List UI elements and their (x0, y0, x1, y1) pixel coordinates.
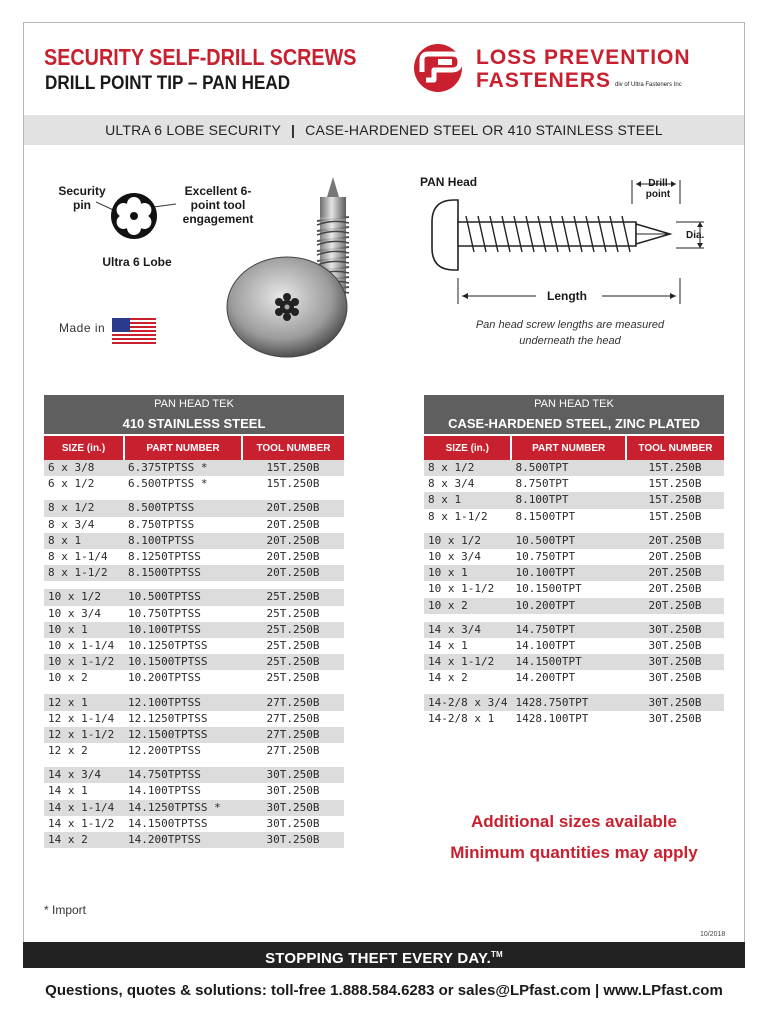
length-note: Pan head screw lengths are measured underneath the head (475, 319, 665, 347)
table-row (44, 694, 344, 710)
pan-head-label: PAN Head (420, 175, 478, 189)
table-caption-material: CASE-HARDENED STEEL, ZINC PLATED (424, 413, 724, 435)
table-row (424, 460, 724, 476)
size-cell: 12 x 1 (44, 694, 124, 710)
table-row (424, 492, 724, 508)
part-number-cell: 8.1250TPTSS (128, 550, 201, 564)
size-cell: 8 x 3/4 (428, 477, 475, 491)
slogan-bar (23, 942, 745, 968)
size-cell: 8 x 1-1/2 (428, 509, 488, 523)
trademark-mark: TM (490, 950, 503, 959)
tool-number-cell: 20T.250B (648, 550, 702, 564)
tool-number-cell: 20T.250B (266, 550, 320, 564)
part-number-cell: 12.100TPTSS (124, 694, 242, 710)
part-number-cell: 10.200TPT (511, 598, 625, 614)
table-row (44, 476, 344, 492)
table-row (424, 598, 724, 614)
size-cell: 10 x 3/4 (428, 550, 481, 564)
table-row (424, 565, 724, 581)
drill-point-label: Drill point (645, 178, 671, 200)
tool-number-cell: 15T.250B (648, 509, 702, 523)
part-number-cell: 14.1500TPTSS (128, 816, 208, 830)
part-number-cell: 6.375TPTSS * (124, 460, 242, 476)
size-cell: 6 x 1/2 (48, 477, 95, 491)
table-row (424, 654, 724, 670)
size-cell: 10 x 1 (44, 622, 124, 638)
spacer-cell (424, 686, 724, 694)
size-cell: 14 x 2 (44, 832, 124, 848)
table-row (424, 694, 724, 710)
size-cell: 8 x 1 (44, 533, 124, 549)
spacer-cell (44, 759, 344, 767)
table-row (44, 767, 344, 783)
part-number-cell: 14.100TPTSS (128, 784, 201, 798)
size-cell: 14 x 1-1/4 (44, 800, 124, 816)
diameter-label: Dia. (686, 230, 705, 241)
tool-number-cell: 15T.250B (626, 460, 724, 476)
group-spacer (424, 525, 724, 533)
tool-number-cell: 20T.250B (626, 598, 724, 614)
size-cell: 10 x 1/2 (424, 533, 511, 549)
part-number-cell: 10.1250TPTSS (128, 638, 208, 652)
table-row (424, 622, 724, 638)
tool-number-cell: 25T.250B (266, 671, 320, 685)
logo-subtitle: div of Ultra Fasteners Inc (615, 82, 682, 88)
tool-number-cell: 30T.250B (266, 816, 320, 830)
size-cell: 8 x 1-1/4 (48, 550, 108, 564)
size-cell: 10 x 1-1/4 (48, 638, 115, 652)
tool-number-cell: 30T.250B (242, 800, 344, 816)
tool-number-cell: 20T.250B (626, 565, 724, 581)
part-number-cell: 10.500TPT (511, 533, 625, 549)
table-row (424, 581, 724, 597)
tool-number-cell: 25T.250B (242, 654, 344, 670)
size-cell: 14-2/8 x 1 (428, 711, 495, 725)
table-row (44, 622, 344, 638)
part-number-cell: 8.100TPT (511, 492, 625, 508)
table-row (44, 517, 344, 533)
spacer-cell (424, 525, 724, 533)
tool-number-cell: 30T.250B (626, 622, 724, 638)
page-subtitle: DRILL POINT TIP – PAN HEAD (45, 73, 291, 94)
size-cell: 14 x 1 (48, 784, 88, 798)
part-number-cell: 14.200TPT (515, 671, 576, 685)
tool-number-cell: 27T.250B (266, 744, 320, 758)
tool-number-cell: 25T.250B (266, 638, 320, 652)
part-number-cell: 8.500TPTSS (124, 500, 242, 516)
column-header-tool-number: TOOL NUMBER (242, 435, 344, 460)
part-number-cell: 10.100TPT (511, 565, 625, 581)
import-footnote: * Import (44, 903, 87, 917)
contact-line: Questions, quotes & solutions: toll-free 1.888.584.6283 or sales@LPfast.com | www.LPfast.com (45, 982, 723, 999)
tool-number-cell: 15T.250B (242, 460, 344, 476)
column-header-size: SIZE (in.) (424, 435, 511, 460)
part-number-cell: 14.100TPT (515, 638, 576, 652)
length-label: Length (547, 289, 587, 303)
callout-ultra-6-lobe: Ultra 6 Lobe (102, 255, 172, 269)
tool-number-cell: 27T.250B (242, 694, 344, 710)
group-spacer (44, 492, 344, 500)
tool-number-cell: 30T.250B (648, 638, 702, 652)
size-cell: 8 x 3/4 (48, 517, 95, 531)
part-number-cell: 10.1500TPT (515, 582, 582, 596)
part-number-cell: 14.750TPTSS (124, 767, 242, 783)
table-row (44, 816, 344, 832)
stainless-steel-table (44, 395, 344, 848)
table-row (424, 509, 724, 525)
size-cell: 14 x 2 (428, 671, 468, 685)
tool-number-cell: 30T.250B (648, 711, 702, 725)
revision-date: 10/2018 (700, 931, 726, 938)
callout-engagement: Excellent 6-point tool engagement (182, 184, 254, 226)
size-cell: 14 x 1-1/2 (424, 654, 511, 670)
size-cell: 14 x 3/4 (424, 622, 511, 638)
size-cell: 14 x 1 (428, 638, 468, 652)
additional-sizes-notice: Additional sizes available (471, 812, 677, 831)
part-number-cell: 10.100TPTSS (124, 622, 242, 638)
size-cell: 10 x 2 (424, 598, 511, 614)
company-logo (412, 42, 732, 94)
size-cell: 12 x 2 (48, 744, 88, 758)
tool-number-cell: 30T.250B (266, 784, 320, 798)
table-row (44, 589, 344, 605)
size-cell: 12 x 1-1/4 (48, 711, 115, 725)
table-caption: PAN HEAD TEK (44, 395, 344, 413)
spacer-cell (424, 614, 724, 622)
table-row (44, 533, 344, 549)
table-row (424, 476, 724, 492)
tool-number-cell: 27T.250B (266, 711, 320, 725)
table-row (44, 638, 344, 654)
column-header-part-number: PART NUMBER (511, 435, 625, 460)
tool-number-cell: 25T.250B (266, 606, 320, 620)
size-cell: 14 x 3/4 (44, 767, 124, 783)
lpf-logo-icon (412, 42, 472, 94)
column-header-part-number: PART NUMBER (124, 435, 242, 460)
table-row (44, 711, 344, 727)
tool-number-cell: 25T.250B (242, 622, 344, 638)
group-spacer (44, 759, 344, 767)
tool-number-cell: 15T.250B (626, 492, 724, 508)
page-title: SECURITY SELF-DRILL SCREWS (44, 44, 357, 70)
tool-number-cell: 20T.250B (626, 533, 724, 549)
tool-number-cell: 15T.250B (648, 477, 702, 491)
logo-line2: FASTENERS (476, 69, 612, 92)
spacer-cell (44, 686, 344, 694)
size-cell: 8 x 1/2 (424, 460, 511, 476)
screw-photo (215, 175, 385, 375)
part-number-cell: 8.1500TPTSS (124, 565, 242, 581)
size-cell: 8 x 1-1/2 (44, 565, 124, 581)
table-caption: PAN HEAD TEK (424, 395, 724, 413)
part-number-cell: 8.100TPTSS (124, 533, 242, 549)
slogan-text: STOPPING THEFT EVERY DAY. (265, 950, 491, 967)
size-cell: 12 x 1-1/2 (44, 727, 124, 743)
group-spacer (44, 581, 344, 589)
tool-number-cell: 15T.250B (266, 477, 320, 491)
size-cell: 10 x 1-1/2 (428, 582, 495, 596)
table-row (44, 565, 344, 581)
size-cell: 10 x 2 (48, 671, 88, 685)
part-number-cell: 14.1250TPTSS * (124, 800, 242, 816)
zinc-plated-table (424, 395, 724, 727)
material-band-left: ULTRA 6 LOBE SECURITY (105, 122, 282, 138)
table-row (44, 500, 344, 516)
group-spacer (424, 614, 724, 622)
table-row (44, 549, 344, 565)
part-number-cell: 10.750TPT (515, 550, 576, 564)
table-row (424, 638, 724, 654)
part-number-cell: 1428.100TPT (515, 711, 589, 725)
table-row (44, 800, 344, 816)
size-cell: 14-2/8 x 3/4 (424, 694, 511, 710)
part-number-cell: 12.1500TPTSS (124, 727, 242, 743)
part-number-cell: 8.750TPTSS (128, 517, 195, 531)
table-row (44, 743, 344, 759)
table-row (424, 533, 724, 549)
logo-line1: LOSS PREVENTION (476, 46, 691, 69)
table-row (424, 549, 724, 565)
table-caption-material: 410 STAINLESS STEEL (44, 413, 344, 435)
material-band-separator: | (291, 122, 296, 138)
tool-number-cell: 27T.250B (242, 727, 344, 743)
material-band-right: CASE-HARDENED STEEL OR 410 STAINLESS STEEL (305, 122, 663, 138)
spacer-cell (44, 492, 344, 500)
part-number-cell: 10.200TPTSS (128, 671, 201, 685)
minimum-quantity-notice: Minimum quantities may apply (450, 843, 698, 862)
size-cell: 10 x 1 (424, 565, 511, 581)
table-row (44, 783, 344, 799)
table-row (44, 832, 344, 848)
part-number-cell: 14.750TPT (511, 622, 625, 638)
tool-number-cell: 30T.250B (626, 654, 724, 670)
callout-security-pin: Security pin (58, 184, 106, 212)
size-cell: 8 x 1/2 (44, 500, 124, 516)
tool-number-cell: 30T.250B (626, 694, 724, 710)
part-number-cell: 12.1250TPTSS (128, 711, 208, 725)
table-row (44, 460, 344, 476)
size-cell: 10 x 1/2 (44, 589, 124, 605)
tool-number-cell: 20T.250B (242, 565, 344, 581)
size-cell: 10 x 1-1/2 (44, 654, 124, 670)
size-cell: 8 x 1 (424, 492, 511, 508)
tool-number-cell: 20T.250B (266, 517, 320, 531)
part-number-cell: 12.200TPTSS (128, 744, 201, 758)
tool-number-cell: 20T.250B (242, 533, 344, 549)
size-cell: 10 x 3/4 (48, 606, 101, 620)
part-number-cell: 14.1500TPT (511, 654, 625, 670)
part-number-cell: 10.1500TPTSS (124, 654, 242, 670)
part-number-cell: 8.750TPT (515, 477, 569, 491)
tool-number-cell: 30T.250B (648, 671, 702, 685)
us-flag-icon (112, 318, 156, 344)
part-number-cell: 6.500TPTSS * (128, 477, 208, 491)
tool-number-cell: 30T.250B (242, 767, 344, 783)
tool-number-cell: 20T.250B (242, 500, 344, 516)
table-row (44, 727, 344, 743)
table-row (424, 711, 724, 727)
part-number-cell: 10.500TPTSS (124, 589, 242, 605)
tool-number-cell: 30T.250B (242, 832, 344, 848)
size-cell: 6 x 3/8 (44, 460, 124, 476)
part-number-cell: 10.750TPTSS (128, 606, 201, 620)
size-cell: 14 x 1-1/2 (48, 816, 115, 830)
made-in-label: Made in (59, 321, 106, 335)
table-row (44, 670, 344, 686)
six-lobe-icon (96, 182, 176, 246)
group-spacer (44, 686, 344, 694)
tool-number-cell: 20T.250B (648, 582, 702, 596)
table-row (44, 654, 344, 670)
table-row (44, 606, 344, 622)
column-header-tool-number: TOOL NUMBER (626, 435, 724, 460)
spacer-cell (44, 581, 344, 589)
column-header-size: SIZE (in.) (44, 435, 124, 460)
part-number-cell: 14.200TPTSS (124, 832, 242, 848)
material-band (24, 115, 744, 145)
part-number-cell: 8.500TPT (511, 460, 625, 476)
part-number-cell: 1428.750TPT (511, 694, 625, 710)
table-row (424, 670, 724, 686)
group-spacer (424, 686, 724, 694)
tool-number-cell: 25T.250B (242, 589, 344, 605)
part-number-cell: 8.1500TPT (515, 509, 576, 523)
